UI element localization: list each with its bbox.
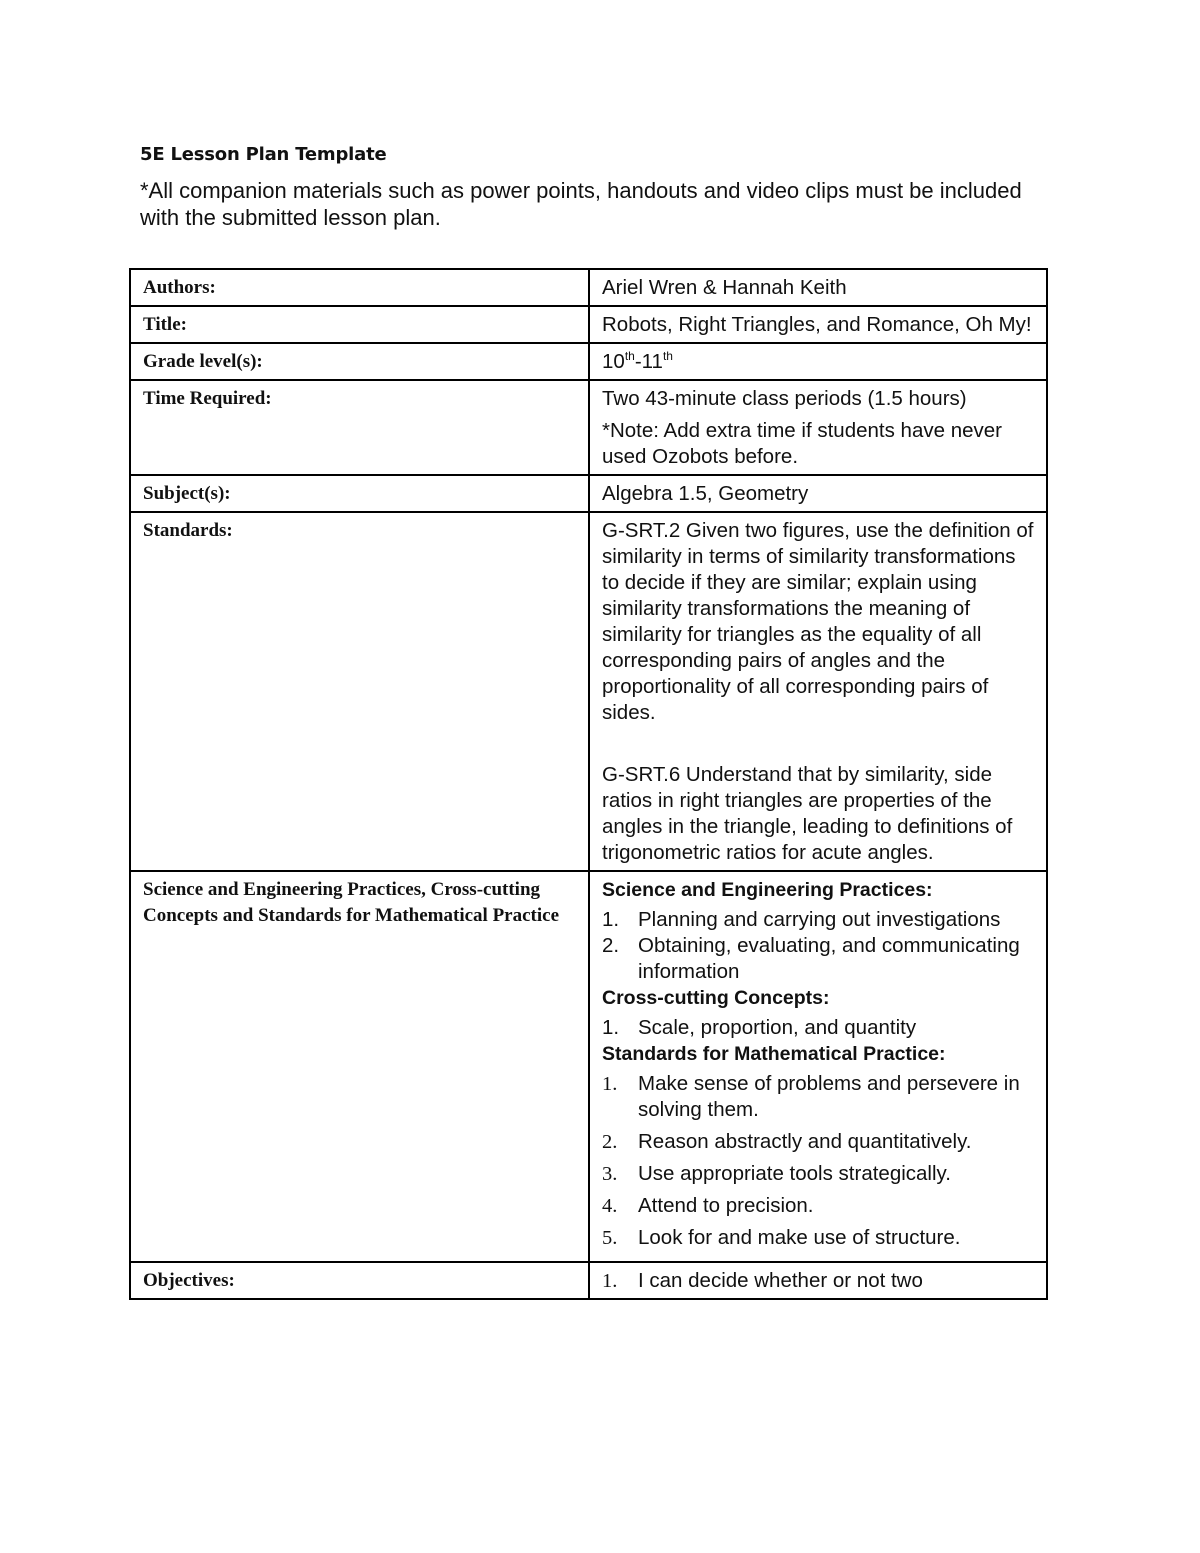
row-standards [130, 512, 1047, 871]
row-grade [130, 343, 1047, 380]
standard-g-srt-2: G-SRT.2 Given two figures, use the definition of similarity in terms of similarity transformations to decide if they are similar; explain using similarity transformations the meaning of similarity for triangles as the equality of all corresponding pairs of angles and the proportionality of all corresponding pairs of sides. [602, 519, 1034, 724]
title-label: Title: [130, 306, 589, 343]
grade-start: 10 [602, 350, 625, 373]
lesson-plan-table [129, 268, 1048, 1300]
objectives-label: Objectives: [130, 1262, 589, 1299]
list-text: Attend to precision. [638, 1194, 814, 1217]
list-text: Scale, proportion, and quantity [638, 1016, 917, 1039]
grade-dash: - [634, 350, 642, 373]
list-number: 1. [602, 1270, 618, 1292]
time-label: Time Required: [130, 380, 589, 475]
objectives-list [602, 1268, 1036, 1294]
title-value: Robots, Right Triangles, and Romance, Oh My! [589, 306, 1047, 343]
list-item [602, 907, 1036, 933]
list-number: 1. [602, 1016, 620, 1039]
list-text: Look for and make use of structure. [638, 1226, 961, 1249]
list-item [602, 1193, 1036, 1219]
list-number: 1. [602, 908, 620, 931]
list-number: 5. [602, 1227, 618, 1249]
grade-value [589, 343, 1047, 380]
list-number: 2. [602, 934, 620, 957]
list-text: Obtaining, evaluating, and communicating information [638, 934, 1020, 983]
list-item [602, 1015, 1036, 1041]
ccc-heading: Cross-cutting Concepts: [602, 987, 830, 1009]
ccc-list [602, 1015, 1036, 1041]
sep-list [602, 907, 1036, 985]
row-objectives [130, 1262, 1047, 1299]
list-number: 3. [602, 1163, 618, 1185]
row-subjects [130, 475, 1047, 512]
list-item [602, 1225, 1036, 1251]
list-item [602, 1268, 1036, 1294]
list-item [602, 1161, 1036, 1187]
list-text: Reason abstractly and quantitatively. [638, 1130, 972, 1153]
subjects-label: Subject(s): [130, 475, 589, 512]
list-text: Make sense of problems and persevere in solving them. [638, 1072, 1020, 1121]
time-note: *Note: Add extra time if students have never used Ozobots before. [602, 419, 1002, 468]
standards-label: Standards: [130, 512, 589, 871]
authors-value: Ariel Wren & Hannah Keith [589, 269, 1047, 306]
grade-end-suffix: th [662, 349, 673, 364]
materials-note: *All companion materials such as power points, handouts and video clips must be included with the submitted lesson plan. [140, 178, 1022, 230]
row-title [130, 306, 1047, 343]
smp-heading: Standards for Mathematical Practice: [602, 1043, 946, 1065]
list-number: 2. [602, 1131, 618, 1153]
row-authors [130, 269, 1047, 306]
list-item [602, 1071, 1036, 1123]
list-item [602, 1129, 1036, 1155]
authors-label: Authors: [130, 269, 589, 306]
list-number: 1. [602, 1073, 618, 1095]
list-text: Planning and carrying out investigations [638, 908, 1001, 931]
row-time [130, 380, 1047, 475]
list-text: I can decide whether or not two [638, 1269, 923, 1292]
standard-g-srt-6: G-SRT.6 Understand that by similarity, side ratios in right triangles are properties of the angles in the triangle, leading to definitions of trigonometric ratios for acute angles. [602, 763, 1013, 864]
subjects-value: Algebra 1.5, Geometry [589, 475, 1047, 512]
sep-heading: Science and Engineering Practices: [602, 879, 933, 901]
time-value: Two 43-minute class periods (1.5 hours) [602, 387, 967, 410]
grade-end: 11 [641, 350, 663, 373]
list-text: Use appropriate tools strategically. [638, 1162, 951, 1185]
list-number: 4. [602, 1195, 618, 1217]
row-practices [130, 871, 1047, 1262]
grade-start-suffix: th [624, 349, 635, 364]
page-title: 5E Lesson Plan Template [140, 144, 387, 165]
grade-label: Grade level(s): [130, 343, 589, 380]
list-item [602, 933, 1036, 985]
smp-list [602, 1071, 1036, 1251]
practices-label: Science and Engineering Practices, Cross-cutting Concepts and Standards for Mathematical Practice [130, 871, 589, 1262]
